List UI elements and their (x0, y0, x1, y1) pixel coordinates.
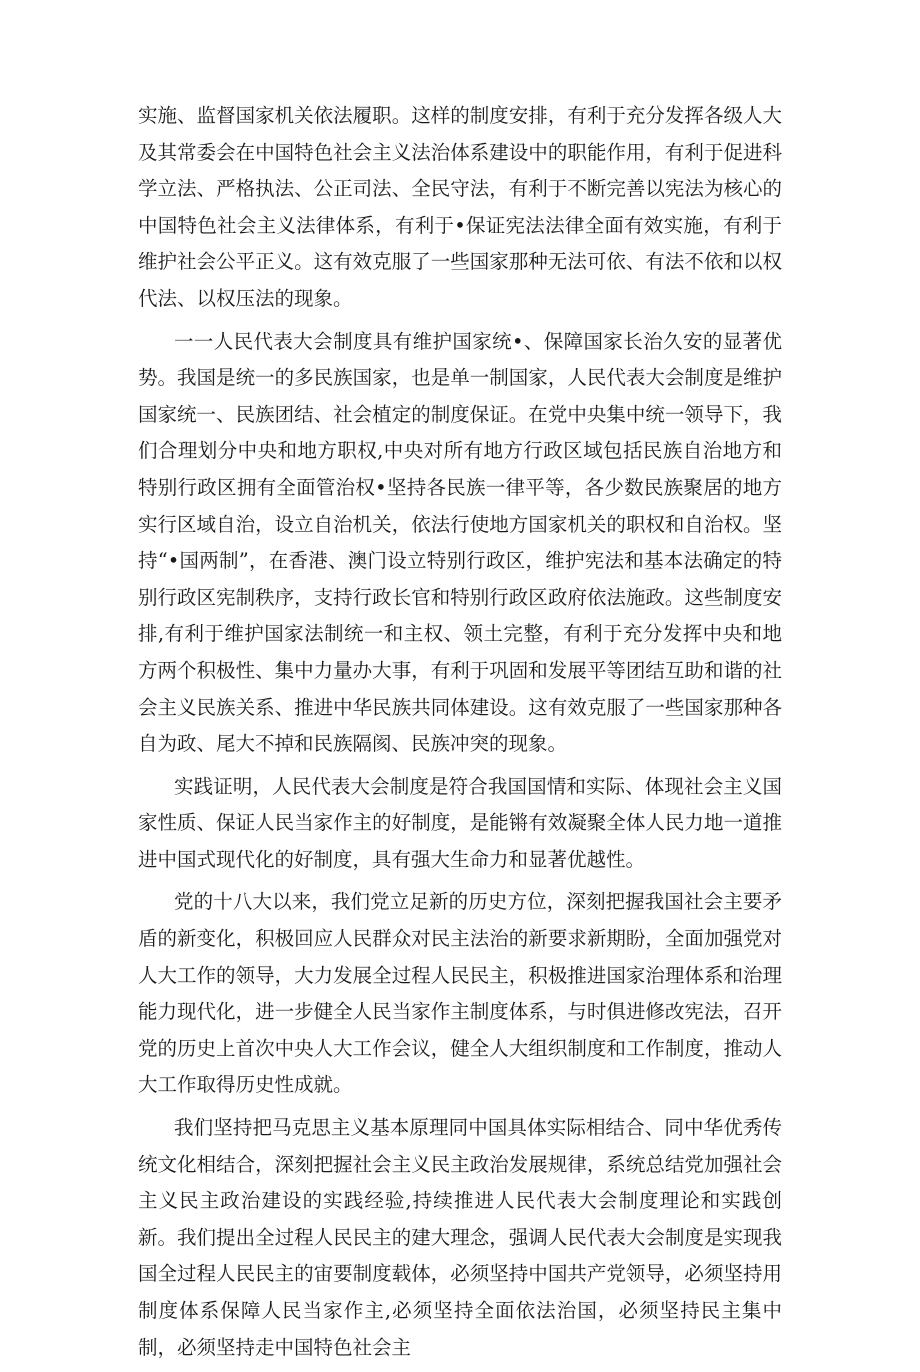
body-text (138, 98, 782, 1372)
paragraph-2: 一一人民代表大会制度具有维护国家统•、保障国家长治久安的显著优势。我国是统一的多民族国家，也是单一制国家，人民代表大会制度是维护国家统一、民族团结、社会植定的制度保证。在党中央集中统一领导下，我们合理划分中央和地方职权,中央对所有地方行政区域包括民族自治地方和特别行政区拥有全面管治权•坚持各民族一律平等，各少数民族聚居的地方实行区域自治，设立自治机关，依法行使地方国家机关的职权和自治权。坚持“•国两制”，在香港、澳门设立特别行政区，维护宪法和基本法确定的特别行政区宪制秩序，支持行政长官和特别行政区政府依法施政。这些制度安排,有利于维护国家法制统一和主权、领土完整，有利于充分发挥中央和地方两个积极性、集中力量办大事，有利于巩固和发展平等团结互助和谐的社会主义民族关系、推进中华民族共同体建设。这有效克服了一些国家那种各自为政、尾大不掉和民族隔阂、民族冲突的现象。 (138, 329, 782, 756)
paragraph-1: 实施、监督国家机关依法履职。这样的制度安排，有利于充分发挥各级人大及其常委会在中国特色社会主义法治体系建设中的职能作用，有利于促进科学立法、严格执法、公正司法、全民守法，有利于不断完善以宪法为核心的中国特色社会主义法律体系，有利于•保证宪法法律全面有效实施，有利于维护社会公平正义。这有效克服了一些国家那种无法可依、有法不依和以权代法、以权压法的现象。 (138, 104, 782, 310)
paragraph-5: 我们坚持把马克思主义基本原理同中国具体实际相结合、同中华优秀传统文化相结合，深刻把握社会主义民主政治发展规律，系统总结党加强社会主义民主政治建设的实践经验,持续推进人民代表大会制度理论和实践创新。我们提出全过程人民民主的建大理念，强调人民代表大会制度是实现我国全过程人民民主的宙要制度载体，必须坚持中国共产党领导，必须坚持用制度体系保障人民当家作主,必须坚持全面依法治国，必须坚持民主集中制，必须坚持走中国特色社会主 (138, 1116, 782, 1359)
paragraph-3: 实践证明，人民代表大会制度是符合我国国情和实际、体现社会主义国家性质、保证人民当家作主的好制度，是能锵有效凝聚全体人民力地一道推进中国式现代化的好制度，具有强大生命力和显著优越性。 (138, 774, 782, 871)
paragraph-4: 党的十八大以来，我们党立足新的历史方位，深刻把握我国社会主要矛盾的新变化，积极回应人民群众对民主法治的新要求新期盼，全面加强党对人大工作的领导，大力发展全过程人民民主，积极推进国家治理体系和治理能力现代化，进一步健全人民当家作主制度体系，与时俱进修改宪法，召开党的历史上首次中央人大工作会议，健全人大组织制度和工作制度，推动人大工作取得历史性成就。 (138, 890, 782, 1097)
